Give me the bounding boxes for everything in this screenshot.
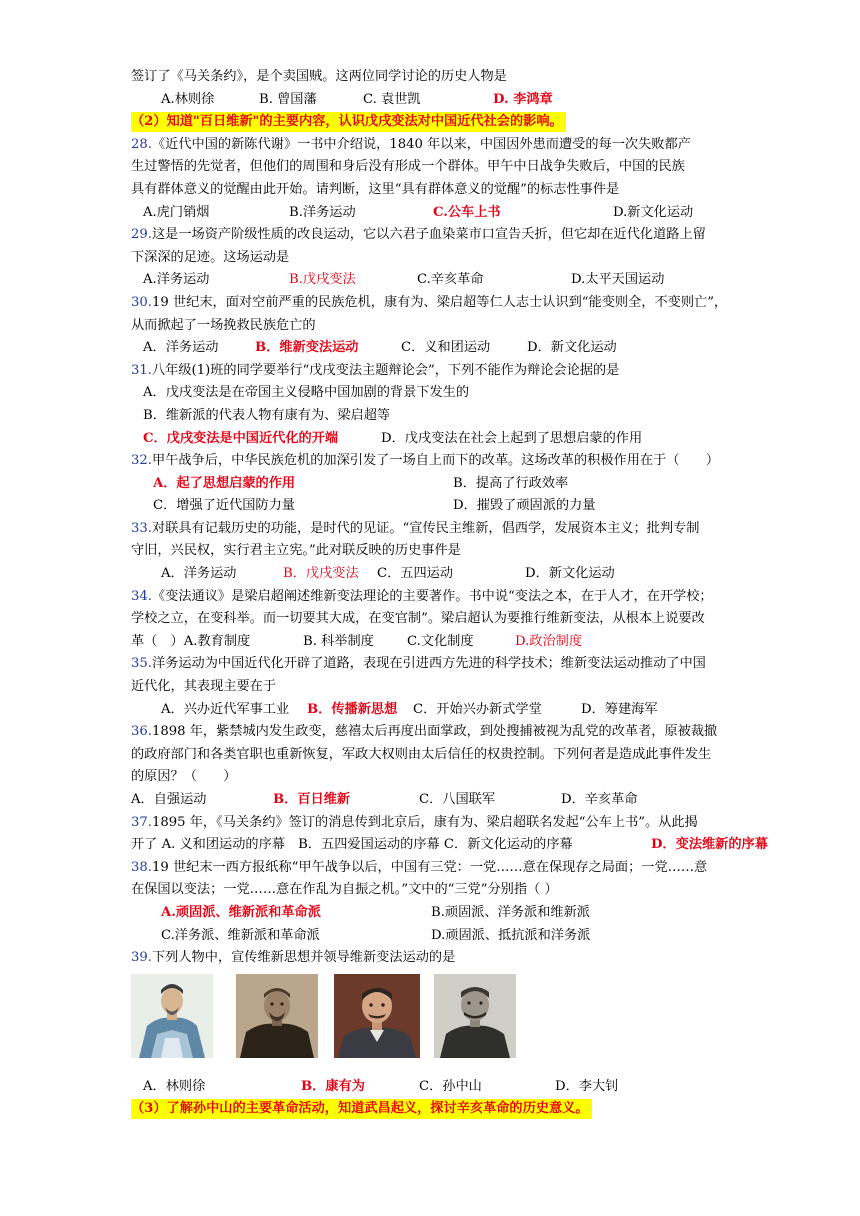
portrait-kang-youwei	[236, 974, 318, 1058]
q34-option-d-answer: D.政治制度	[515, 633, 583, 649]
q33-option-a: A．洋务运动	[161, 566, 237, 582]
q27-option-d-answer: D. 李鸿章	[493, 91, 553, 107]
q30-option-a: A．洋务运动	[143, 340, 219, 356]
q32-number: 32.	[131, 453, 152, 469]
q27-option-a: A.林则徐	[161, 91, 215, 107]
q30-option-d: D．新文化运动	[527, 340, 617, 356]
q34-option-c: C.文化制度	[407, 633, 474, 649]
q38-line-1: 38.19 世纪末一西方报纸称“甲午战争以后，中国有三党：一党……意在保现存之局面；一党……意	[131, 859, 708, 875]
portrait-li-dazhao	[434, 974, 516, 1058]
q29-number: 29.	[131, 227, 152, 243]
q35-option-b-answer: B．传播新思想	[307, 701, 398, 717]
q29-options	[131, 269, 796, 292]
q36-option-b-answer: B．百日维新	[273, 792, 351, 807]
q30-option-b-answer: B．维新变法运动	[255, 340, 359, 356]
q38-options-cd	[131, 925, 796, 948]
portrait-sun-yat-sen	[334, 974, 420, 1058]
q31-option-c-answer: C．戊戌变法是中国近代化的开端	[143, 430, 339, 446]
q33-option-b-answer: B．戊戌变法	[283, 566, 359, 582]
q35-option-a: A．兴办近代军事工业	[161, 701, 290, 717]
q38-line-2: 在保国以变法；一党……意在作乱为自振之机。”文中的“三党”分别指（ ）	[131, 882, 558, 898]
q35-options	[131, 699, 796, 722]
q31-options-cd	[131, 428, 796, 451]
portrait-row	[131, 974, 796, 1076]
q29-line-2: 下深深的足迹。这场运动是	[131, 249, 290, 265]
q31-line-1: 31.八年级(1)班的同学要举行“戊戌变法主题辩论会”，下列不能作为辩论会论据的是	[131, 362, 620, 378]
q28-line-2: 生过警悟的先觉者，但他们的周围和身后没有形成一个群体。甲午中日战争失败后，中国的民族	[131, 159, 685, 175]
section-2-heading: （2）知道"百日维新"的主要内容，认识戊戌变法对中国近代社会的影响。	[131, 112, 566, 132]
q28-option-a: A.虎门销烟	[143, 204, 210, 220]
q37-option-d-answer: D．变法维新的序幕	[651, 837, 768, 853]
q39-number: 39.	[131, 950, 152, 966]
q34-number: 34.	[131, 588, 152, 604]
q39-option-d: D．李大钊	[555, 1078, 619, 1094]
q32-option-b: B．提高了行政效率	[453, 475, 569, 491]
q35-line-2: 近代化，其表现主要在于	[131, 679, 277, 695]
q28-line-1: 28.《近代中国的新陈代谢》一书中介绍说，1840 年以来，中国因外患而遭受的每一次失败都产	[131, 136, 691, 152]
q39-option-a: A．林则徐	[143, 1078, 206, 1094]
q28-option-d: D.新文化运动	[613, 204, 694, 220]
document-page	[131, 66, 796, 1121]
q29-option-c: C.辛亥革命	[417, 272, 484, 288]
q33-line-1: 33.对联具有记载历史的功能，是时代的见证。“宣传民主维新，倡西学，发展资本主义；批判专制	[131, 520, 700, 536]
q38-options-ab	[131, 902, 796, 925]
q39-option-b-answer: B．康有为	[301, 1078, 365, 1094]
q36-options	[131, 789, 796, 812]
q32-option-a-answer: A．起了思想启蒙的作用	[153, 475, 296, 491]
q33-number: 33.	[131, 520, 152, 536]
q27-stem-tail: 签订了《马关条约》，是个卖国贼。这两位同学讨论的历史人物是	[131, 69, 507, 84]
q36-line-1: 36.1898 年，紫禁城内发生政变，慈禧太后再度出面掌政，到处搜捕被视为乱党的改革者，原被裁撤	[131, 724, 718, 740]
q27-option-b: B. 曾国藩	[259, 91, 317, 107]
q30-options	[131, 337, 796, 360]
q36-number: 36.	[131, 724, 152, 740]
q30-line-2: 从而掀起了一场挽救民族危亡的	[131, 317, 316, 333]
q30-number: 30.	[131, 294, 152, 310]
q29-option-b-answer: B.戊戌变法	[289, 272, 356, 288]
q32-option-c: C．增强了近代国防力量	[153, 498, 295, 514]
q39-option-c: C．孙中山	[419, 1078, 482, 1094]
q36-option-d: D．辛亥革命	[561, 792, 638, 807]
q28-option-b: B.洋务运动	[289, 204, 356, 220]
q37-line-1: 37.1895 年，《马关条约》签订的消息传到北京后，康有为、梁启超联名发起“公车上书”。从此揭	[131, 814, 698, 830]
q28-option-c-answer: C.公车上书	[433, 204, 501, 220]
q29-line-1: 29.这是一场资产阶级性质的改良运动，它以六君子血染菜市口宣告夭折，但它却在近代化道路上留	[131, 227, 706, 243]
q35-option-c: C．开始兴办新式学堂	[413, 701, 542, 717]
section-3-heading: （3）了解孙中山的主要革命活动，知道武昌起义，探讨辛亥革命的历史意义。	[131, 1099, 592, 1119]
q39-line-1: 39.下列人物中，宣传维新思想并领导维新变法运动的是	[131, 950, 456, 966]
q36-option-c: C．八国联军	[419, 792, 496, 807]
q30-line-1: 30.19 世纪末，面对空前严重的民族危机，康有为、梁启超等仁人志士认识到“能变则全，不变则亡”，	[131, 294, 728, 310]
q34-line-2: 学校之立，在变科举。而一切要其大成，在变官制”。梁启超认为要推行维新变法，从根本上说要改	[131, 611, 705, 627]
q36-option-a: A．自强运动	[131, 792, 207, 807]
q35-option-d: D．筹建海军	[581, 701, 658, 717]
q36-line-2: 的政府部门和各类官职也重新恢复，军政大权则由太后信任的权贵控制。下列何者是造成此事件发生	[131, 746, 712, 762]
q32-options-ab	[131, 473, 796, 496]
q29-option-a: A.洋务运动	[143, 272, 210, 288]
section-2-heading-row	[131, 111, 796, 134]
q34-option-b: B. 科举制度	[303, 633, 374, 649]
q38-option-a-answer: A.顽固派、维新派和革命派	[161, 904, 321, 920]
q33-option-d: D．新文化运动	[525, 566, 615, 582]
section-3-heading-row	[131, 1098, 796, 1121]
portrait-lin-zexu	[131, 974, 213, 1058]
q33-option-c: C．五四运动	[377, 566, 454, 582]
q31-option-d: D．戊戌变法在社会上起到了思想启蒙的作用	[381, 430, 643, 446]
q28-number: 28.	[131, 136, 152, 152]
q33-line-2: 守旧，兴民权，实行君主立宪。”此对联反映的历史事件是	[131, 543, 461, 559]
q31-number: 31.	[131, 362, 152, 378]
q35-number: 35.	[131, 656, 152, 672]
q27-option-c: C. 袁世凯	[363, 91, 421, 107]
q34-line-1: 34.《变法通议》是梁启超阐述维新变法理论的主要著作。书中说“变法之本，在于人才，在开学校；	[131, 588, 713, 604]
q28-line-3: 具有群体意义的觉醒由此开始。请判断，这里“具有群体意义的觉醒”的标志性事件是	[131, 181, 620, 197]
q35-line-1: 35.洋务运动为中国近代化开辟了道路，表现在引进西方先进的科学技术；维新变法运动推动了中国	[131, 656, 706, 672]
q39-options	[131, 1076, 796, 1099]
q37-options-abc: 开了 A. 义和团运动的序幕 B．五四爱国运动的序幕 C．新文化运动的序幕	[131, 837, 573, 853]
q30-option-c: C．义和团运动	[401, 340, 491, 356]
q31-option-b: B．维新派的代表人物有康有为、梁启超等	[143, 407, 391, 423]
q31-option-a: A．戊戌变法是在帝国主义侵略中国加剧的背景下发生的	[143, 385, 470, 401]
q37-line-2	[131, 834, 796, 857]
q34-stem-end-option-a: 革（ ）A.教育制度	[131, 633, 251, 649]
q37-number: 37.	[131, 814, 152, 830]
q29-option-d: D.太平天国运动	[571, 272, 665, 288]
q34-line-3	[131, 631, 796, 654]
q36-line-3: 的原因？（ ）	[131, 769, 237, 785]
q38-option-d: D.顽固派、抵抗派和洋务派	[431, 927, 591, 943]
q32-option-d: D．摧毁了顽固派的力量	[453, 498, 596, 514]
q38-option-b: B.顽固派、洋务派和维新派	[431, 904, 590, 920]
q33-options	[131, 563, 796, 586]
q38-number: 38.	[131, 859, 152, 875]
q32-options-cd	[131, 495, 796, 518]
q28-options	[131, 202, 796, 225]
q32-line-1: 32.甲午战争后，中华民族危机的加深引发了一场自上而下的改革。这场改革的积极作用在于（ ）	[131, 453, 720, 469]
q27-options	[131, 89, 796, 112]
q38-option-c: C.洋务派、维新派和革命派	[161, 927, 320, 943]
